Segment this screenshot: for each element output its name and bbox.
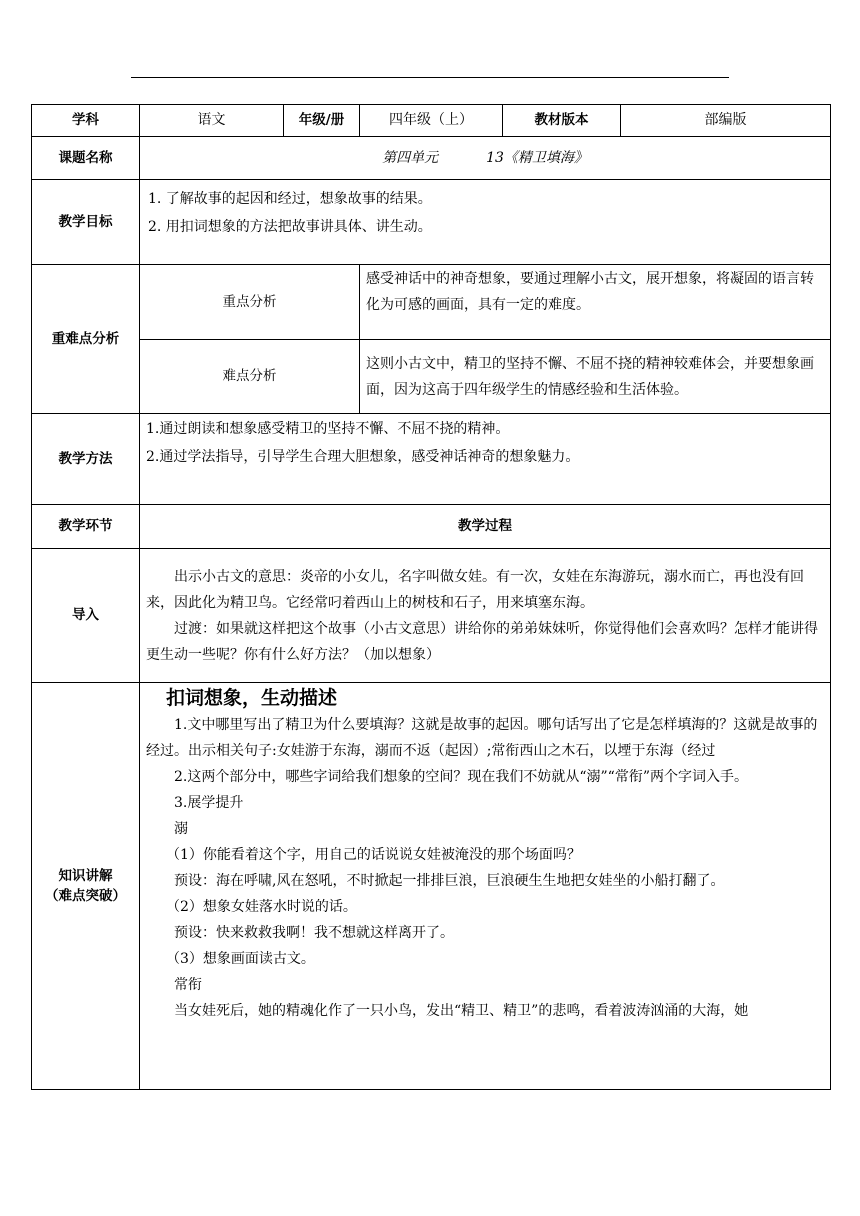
knowledge-paragraph: （3）想象画面读古文。 bbox=[166, 951, 315, 967]
intro-paragraph: 过渡：如果就这样把这个故事（小古文意思）讲给你的弟弟妹妹听，你觉得他们会喜欢吗？怎样才能讲得更生动一些呢？你有什么好方法？（加以想象） bbox=[146, 620, 818, 663]
process-header: 教学过程 bbox=[140, 505, 831, 549]
knowledge-paragraph: 溺 bbox=[174, 821, 188, 837]
grade-value: 四年级（上） bbox=[360, 105, 503, 137]
difficulty-analysis-label: 难点分析 bbox=[140, 340, 360, 414]
knowledge-paragraph: 预设：海在呼啸,风在怒吼，不时掀起一排排巨浪，巨浪硬生生地把女娃坐的小船打翻了。 bbox=[174, 873, 725, 889]
difficulty-analysis-text: 这则小古文中，精卫的坚持不懈、不屈不挠的精神较难体会，并要想象画面，因为这高于四年级学生的情感经验和生活体验。 bbox=[360, 340, 831, 414]
knowledge-paragraph: 2.这两个部分中，哪些字词给我们想象的空间？现在我们不妨就从“溺”“常衔”两个字词入手。 bbox=[174, 769, 748, 785]
stage-header: 教学环节 bbox=[32, 505, 140, 549]
lesson-plan-table bbox=[31, 104, 831, 1090]
methods-cell bbox=[140, 414, 831, 505]
method-item: 1.通过朗读和想象感受精卫的坚持不懈、不屈不挠的精神。 bbox=[146, 421, 510, 437]
method-item: 2.通过学法指导，引导学生合理大胆想象，感受神话神奇的想象魅力。 bbox=[146, 449, 580, 465]
goals-label: 教学目标 bbox=[32, 180, 140, 265]
knowledge-paragraph: 当女娃死后，她的精魂化作了一只小鸟，发出“精卫、精卫”的悲鸣，看着波涛汹涌的大海，她 bbox=[174, 1003, 749, 1019]
lesson-label: 课题名称 bbox=[32, 137, 140, 180]
intro-cell bbox=[140, 549, 831, 683]
intro-paragraph: 出示小古文的意思：炎帝的小女儿，名字叫做女娃。有一次，女娃在东海游玩，溺水而亡，再也没有回来，因此化为精卫鸟。它经常叼着西山上的树枝和石子，用来填塞东海。 bbox=[146, 568, 804, 611]
goal-item: 2. 用扣词想象的方法把故事讲具体、讲生动。 bbox=[148, 219, 432, 235]
edition-value: 部编版 bbox=[621, 105, 831, 137]
knowledge-paragraph: 常衔 bbox=[174, 977, 202, 993]
knowledge-paragraph: 3.展学提升 bbox=[174, 795, 244, 811]
goals-cell bbox=[140, 180, 831, 265]
lesson-unit: 第四单元 bbox=[382, 149, 439, 166]
knowledge-heading: 扣词想象，生动描述 bbox=[166, 687, 338, 709]
knowledge-label bbox=[32, 683, 140, 1090]
methods-label: 教学方法 bbox=[32, 414, 140, 505]
knowledge-paragraph: 预设：快来救救我啊！我不想就这样离开了。 bbox=[174, 925, 454, 941]
knowledge-paragraph: （1）你能看着这个字，用自己的话说说女娃被淹没的那个场面吗？ bbox=[166, 847, 581, 863]
knowledge-paragraph: 1.文中哪里写出了精卫为什么要填海？这就是故事的起因。哪句话写出了它是怎样填海的？这就是故事的经过。出示相关句子:女娃游于东海，溺而不返（起因）;常衔西山之木石，以堙于东海（经过 bbox=[146, 717, 818, 759]
key-analysis-label: 重点分析 bbox=[140, 265, 360, 340]
subject-value: 语文 bbox=[140, 105, 284, 137]
subject-label: 学科 bbox=[32, 105, 140, 137]
knowledge-cell bbox=[140, 683, 831, 1090]
lesson-title-cell bbox=[140, 137, 831, 180]
analysis-label: 重难点分析 bbox=[32, 265, 140, 414]
grade-label: 年级/册 bbox=[284, 105, 360, 137]
edition-label: 教材版本 bbox=[503, 105, 621, 137]
key-analysis-text: 感受神话中的神奇想象，要通过理解小古文，展开想象，将凝固的语言转化为可感的画面，具有一定的难度。 bbox=[360, 265, 831, 340]
intro-label: 导入 bbox=[32, 549, 140, 683]
header-rule bbox=[131, 77, 729, 78]
lesson-title: 13《精卫填海》 bbox=[486, 149, 588, 166]
knowledge-label-line2: （难点突破） bbox=[45, 888, 126, 904]
knowledge-paragraph: （2）想象女娃落水时说的话。 bbox=[166, 899, 357, 915]
knowledge-label-line1: 知识讲解 bbox=[58, 867, 113, 884]
goal-item: 1. 了解故事的起因和经过，想象故事的结果。 bbox=[148, 191, 432, 207]
